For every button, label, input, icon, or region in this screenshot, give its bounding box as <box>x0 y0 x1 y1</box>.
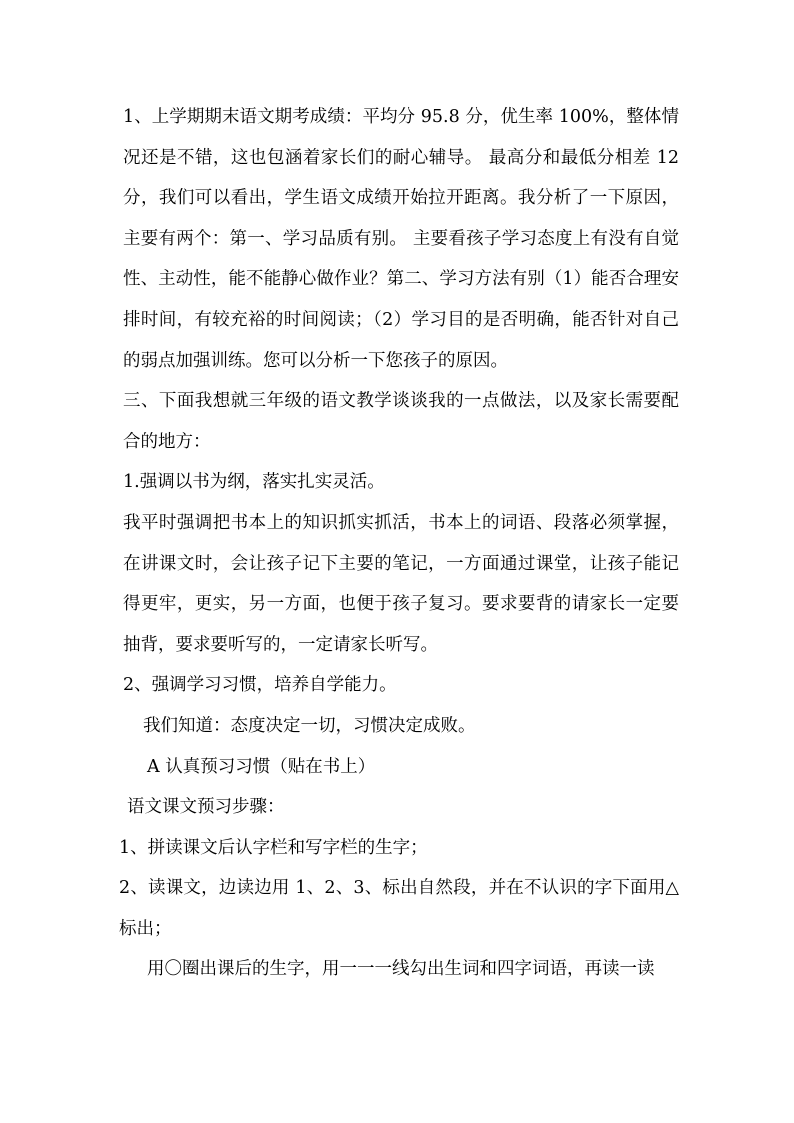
paragraph-exam-results: 1、上学期期末语文期考成绩：平均分 95.8 分，优生率 100%，整体情况还是不错，这也包涵着家长们的耐心辅导。 最高分和最低分相差 12 分，我们可以看出，学生语文成绩开始拉开距离。我分析了一下原因，主要有两个：第一、学习品质有别。 主要看孩子学习态度上有没有自觉性、主动性，能不能静心做作业？第二、学习方法有别（1）能否合理安排时间，有较充裕的时间阅读；（2）学习目的是否明确，能否针对自己的弱点加强训练。您可以分析一下您孩子的原因。 <box>123 107 679 371</box>
paragraph-preview-steps-heading: 语文课文预习步骤： <box>127 797 285 818</box>
paragraph-section-three-heading: 三、下面我想就三年级的语文教学谈谈我的一点做法，以及家长需要配合的地方： <box>123 391 679 452</box>
paragraph-point-one-body: 我平时强调把书本上的知识抓实抓活，书本上的词语、段落必须掌握，在讲课文时，会让孩子记下主要的笔记，一方面通过课堂，让孩子能记得更牢，更实，另一方面，也便于孩子复习。要求要背的请家长一定要抽背，要求要听写的，一定请家长听写。 <box>123 512 679 655</box>
paragraph-step-one: 1、拼读课文后认字栏和写字栏的生字； <box>119 837 428 858</box>
document-body <box>119 97 679 990</box>
paragraph-step-circle: 用〇圈出课后的生字，用一一一线勾出生词和四字词语，再读一读 <box>147 959 655 980</box>
paragraph-preview-habit: A 认真预习习惯（贴在书上） <box>147 756 376 777</box>
paragraph-step-two: 2、读课文，边读边用 1、2、3、标出自然段，并在不认识的字下面用△标出； <box>119 878 679 939</box>
paragraph-attitude-quote: 我们知道：态度决定一切，习惯决定成败。 <box>143 715 476 736</box>
paragraph-point-two-heading: 2、强调学习习惯，培养自学能力。 <box>123 675 397 696</box>
paragraph-point-one-heading: 1.强调以书为纲，落实扎实灵活。 <box>123 472 385 493</box>
